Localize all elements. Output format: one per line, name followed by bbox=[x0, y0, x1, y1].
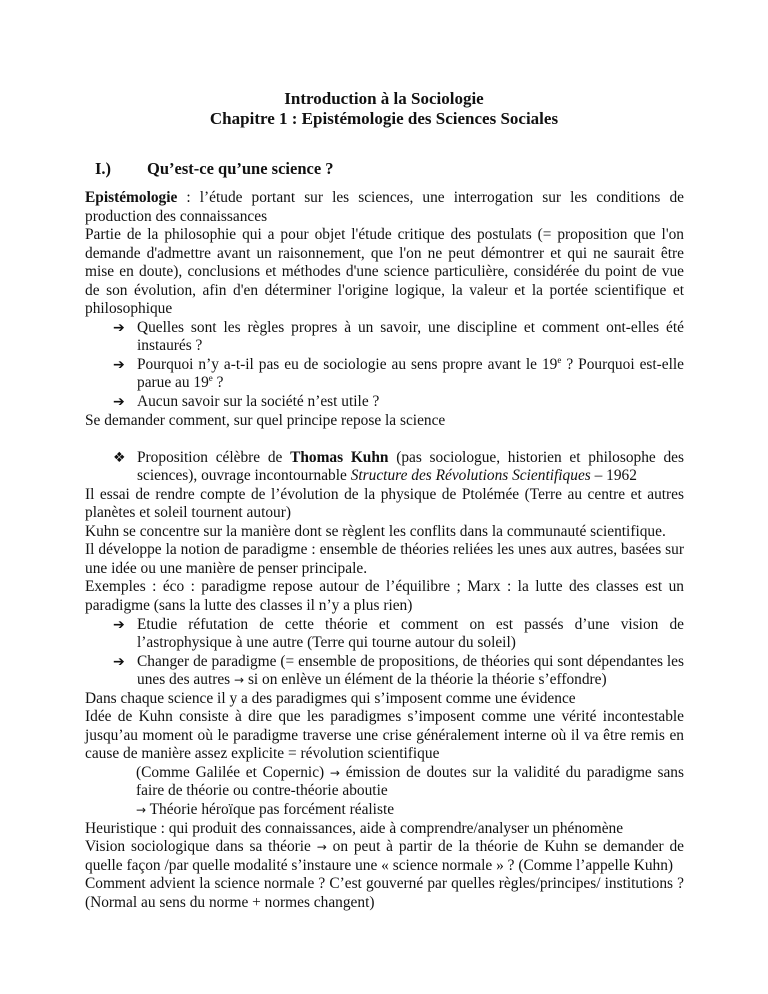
arrow-right-icon: ➔ bbox=[113, 319, 125, 336]
document-body bbox=[85, 189, 684, 912]
paragraph-comment: Comment advient la science normale ? C’est gouverné par quelles règles/principes/ institutions ? (Normal au sens du norme + normes changent) bbox=[85, 875, 684, 911]
chapter-title: Chapitre 1 : Epistémologie des Sciences Sociales bbox=[209, 109, 559, 128]
text-part: on peut à partir de la théorie de Kuhn se demander de quelle façon /par quelle modalité s’instaure une « science normale » ? (Comme l’appelle Kuhn) bbox=[85, 838, 684, 874]
definition-text: : l’étude portant sur les sciences, une interrogation sur les conditions de production des connaissances bbox=[85, 189, 684, 225]
superscript: e bbox=[208, 373, 213, 384]
list-item-refutation bbox=[85, 616, 684, 653]
section-title: Qu’est-ce qu’une science ? bbox=[147, 159, 334, 178]
arrow-right-icon: ➔ bbox=[113, 653, 125, 670]
list-item-question-2 bbox=[85, 356, 684, 393]
text-part: (Comme Galilée et Copernic) bbox=[136, 763, 330, 781]
list-item-text: Etudie réfutation de cette théorie et comment on est passés d’une vision de l’astrophysique à une autre (Terre qui tourne autour du soleil) bbox=[137, 615, 684, 652]
paragraph-exemples: Exemples : éco : paradigme repose autour de l’équilibre ; Marx : la lutte des classes est un paradigme (sans la lutte des classes il n’y a plus rien) bbox=[85, 578, 684, 614]
arrow-right-icon: → bbox=[136, 803, 147, 817]
section-heading bbox=[95, 159, 334, 179]
text-part: Changer de paradigme (= ensemble de propositions, de théories qui sont dépendantes les unes des autres bbox=[137, 652, 684, 689]
author-name: Thomas Kuhn bbox=[290, 448, 389, 466]
list-item-kuhn bbox=[85, 449, 684, 486]
text-part: (pas sociologue, historien et philosophe des sciences), ouvrage incontournable bbox=[137, 448, 684, 485]
text-part: Vision sociologique dans sa théorie bbox=[85, 838, 317, 856]
list-item-question-1 bbox=[85, 319, 684, 356]
book-title: Structure des Révolutions Scientifiques bbox=[350, 467, 591, 485]
superscript: e bbox=[557, 354, 562, 365]
paragraph-galilee bbox=[85, 764, 684, 801]
list-item-text bbox=[137, 356, 684, 393]
paragraph-idee-kuhn: Idée de Kuhn consiste à dire que les paradigmes s’imposent comme une vérité incontestable jusqu’au moment où le paradigme traverse une crise généralement interne où il va être remis en cause de manière assez explicite = révolution scientifique bbox=[85, 708, 684, 763]
arrow-right-icon: ➔ bbox=[113, 616, 125, 633]
paragraph-partie: Partie de la philosophie qui a pour objet l'étude critique des postulats (= proposition que l'on demande d'admettre avant un raisonnement, que l'on ne peut démontrer et qui ne saurait être mise en doute), conclusions et méthodes d'une science particulière, considérée du point de vue de son évolution, afin d'en déterminer l'origine logique, la valeur et la portée scientifique et philosophique bbox=[85, 226, 684, 318]
text-part: Proposition célèbre de bbox=[137, 448, 291, 466]
definition-term: Epistémologie bbox=[85, 189, 178, 206]
arrow-right-icon: ➔ bbox=[113, 394, 125, 411]
paragraph-demander: Se demander comment, sur quel principe repose la science bbox=[85, 411, 446, 429]
paragraph-heuristique: Heuristique : qui produit des connaissances, aide à comprendre/analyser un phénomène bbox=[85, 819, 624, 837]
list-item-changer-paradigme bbox=[85, 653, 684, 690]
text-part: ? bbox=[212, 374, 224, 392]
list-item-text bbox=[137, 653, 684, 690]
arrow-right-icon: → bbox=[316, 840, 327, 855]
arrow-right-icon: → bbox=[234, 673, 245, 688]
section-number: I.) bbox=[95, 159, 112, 178]
paragraph-essai: Il essai de rendre compte de l’évolution de la physique de Ptolémée (Terre au centre et autres planètes et soleil tournent autour) bbox=[85, 485, 684, 522]
document-title: Introduction à la Sociologie bbox=[284, 89, 484, 108]
list-item-text: Aucun savoir sur la société n’est utile ? bbox=[137, 393, 380, 411]
list-item-text: Quelles sont les règles propres à un savoir, une discipline et comment ont-elles été instaurés ? bbox=[137, 318, 684, 355]
diamond-bullet-icon: ❖ bbox=[113, 449, 126, 466]
text-part: Théorie héroïque pas forcément réaliste bbox=[146, 801, 395, 818]
text-part: émission de doutes sur la validité du paradigme sans faire de théorie ou contre-théorie aboutie bbox=[136, 763, 684, 800]
text-part: si on enlève un élément de la théorie la théorie s’effondre) bbox=[244, 671, 607, 689]
definition-paragraph bbox=[85, 189, 684, 226]
paragraph-vision bbox=[85, 838, 684, 875]
arrow-right-icon: → bbox=[329, 765, 340, 780]
paragraph-kuhn-conflits: Kuhn se concentre sur la manière dont se règlent les conflits dans la communauté scientifique. bbox=[85, 522, 666, 540]
paragraph-heroique bbox=[85, 801, 684, 820]
list-item-question-3 bbox=[85, 393, 684, 412]
paragraph-chaque-science: Dans chaque science il y a des paradigmes qui s’imposent comme une évidence bbox=[85, 689, 576, 707]
spacer bbox=[85, 430, 684, 449]
paragraph-paradigme: Il développe la notion de paradigme : ensemble de théories reliées les unes aux autres, basées sur une idée ou une manière de penser principale. bbox=[85, 541, 684, 577]
text-part: Pourquoi n’y a-t-il pas eu de sociologie au sens propre avant le 19 bbox=[137, 355, 558, 373]
arrow-right-icon: ➔ bbox=[113, 356, 125, 373]
text-part: ? Pourquoi est-elle parue au 19 bbox=[137, 355, 685, 392]
text-part: – 1962 bbox=[590, 467, 637, 485]
list-item-text bbox=[137, 449, 684, 486]
